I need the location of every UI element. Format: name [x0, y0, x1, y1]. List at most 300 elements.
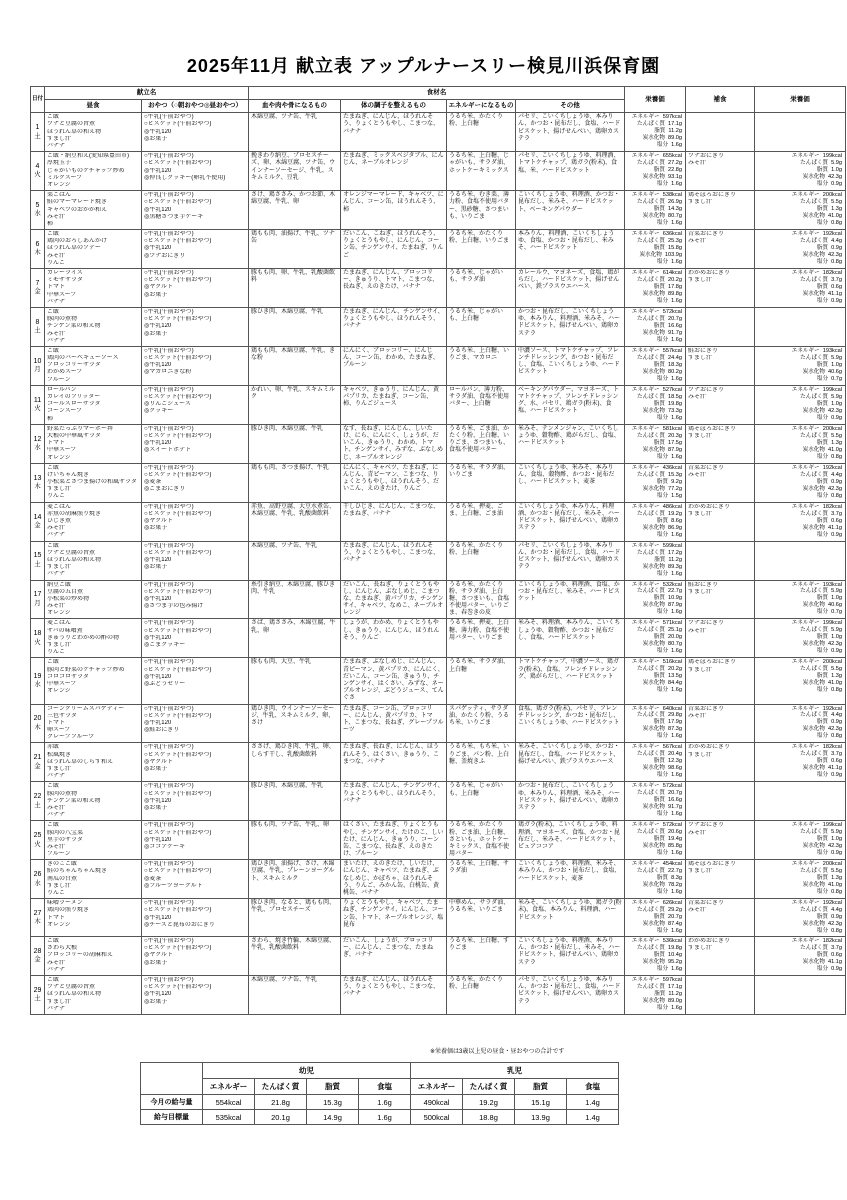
- nutrition-line: [757, 666, 842, 673]
- supplement-cell: [686, 937, 755, 976]
- nutrition-value: 0.8g: [831, 453, 842, 460]
- lunch-item: プルーン: [47, 376, 71, 383]
- nutrition-line: [757, 231, 842, 238]
- table-row: [31, 424, 846, 463]
- other-foods-cell: 中濃ソース、トマトケチャップ、フレンチドレッシング、かつお・昆布だし、食塩、こいくちしょうゆ、ハードビスケット: [516, 346, 625, 385]
- day-cell: [31, 269, 45, 308]
- nutrition-value: 41.1g: [828, 765, 842, 772]
- nutrition-line: [627, 259, 682, 266]
- supplement-cell: [686, 821, 755, 860]
- nutrition-value: 0.7g: [831, 375, 842, 382]
- nutrition-value: 1.6g: [671, 648, 682, 655]
- nutrition-label: 脂質: [653, 167, 665, 174]
- nutrition-value: 1.6g: [671, 850, 682, 857]
- header-lunch: 昼食: [45, 100, 142, 113]
- nutrition-label: 炭水化物: [639, 252, 662, 259]
- summary-columns-row: [141, 1079, 619, 1095]
- energy-foods-cell: うるち米、かたくり粉、上白糖: [447, 113, 516, 152]
- lunch-cell: [45, 580, 142, 619]
- summary-column-header: 脂質: [515, 1079, 567, 1095]
- nutrition-value: 93.1g: [668, 174, 682, 181]
- nutrition-line: [757, 213, 842, 220]
- lunch-item: りんご: [47, 259, 66, 266]
- vegetable-foods-cell: 干しひじき、にんじん、こまつな、たまねぎ、バナナ: [341, 502, 447, 541]
- snack-item: ○牛乳(午前おやつ): [144, 861, 194, 868]
- snack-item: ○牛乳(午前おやつ): [144, 153, 194, 160]
- lunch-item: プルーン: [47, 851, 71, 858]
- nutrition-line: [757, 291, 842, 298]
- nutrition-value: 4.4g: [831, 471, 842, 478]
- lunch-item: 卵スープ: [47, 727, 71, 734]
- lunch-cell: [45, 782, 142, 821]
- snack-item: ◎さつま芋の包み揚げ: [144, 603, 204, 610]
- lunch-item: 厚焼玉子: [47, 160, 72, 167]
- snack-cell: [142, 463, 249, 502]
- nutrition-label: エネルギー: [631, 192, 660, 199]
- supplement-item: すまし汁: [688, 199, 713, 206]
- lunch-item: ご飯: [47, 977, 60, 984]
- day-cell: [31, 113, 45, 152]
- lunch-item: バナナ: [47, 571, 66, 578]
- summary-value: 1.4g: [567, 1110, 619, 1125]
- nutrition-value: 0.6g: [831, 283, 842, 290]
- supplement-nutrition-cell: [755, 937, 846, 976]
- snack-item: ○ビスケット(午前おやつ): [144, 471, 212, 478]
- nutrition-line: [757, 921, 842, 928]
- snack-item: ○ビスケット(午前おやつ): [144, 666, 212, 673]
- nutrition-line: [627, 330, 682, 337]
- nutrition-label: たんぱく質: [800, 868, 829, 875]
- nutrition-line: [757, 882, 842, 889]
- nutrition-label: 脂質: [653, 836, 665, 843]
- nutrition-label: 塩分: [816, 648, 829, 655]
- table-row: [31, 937, 846, 976]
- nutrition-label: たんぱく質: [637, 907, 665, 914]
- nutrition-value: 486kcal: [662, 503, 682, 510]
- nutrition-value: 0.8g: [831, 220, 842, 227]
- nutrition-value: 571kcal: [662, 620, 682, 627]
- supplement-item: すまし汁: [688, 588, 713, 595]
- lunch-item: ご飯: [47, 659, 60, 666]
- lunch-item: ご飯: [47, 347, 60, 354]
- nutrition-value: 1.0g: [831, 595, 842, 602]
- nutrition-label: エネルギー: [631, 114, 660, 121]
- lunch-item: バナナ: [47, 337, 66, 344]
- nutrition-label: 塩分: [656, 259, 669, 265]
- nutrition-label: 塩分: [816, 297, 829, 304]
- supplement-item: みそ汁: [688, 627, 707, 634]
- vegetable-foods-cell: なす、長ねぎ、にんじん、しいたけ、にら、にんにく、しょうが、だいこん、きゅうり、わかめ、トマト、チンゲンサイ、みずな、ぶなしめじ、ネーブルオレンジ: [341, 424, 447, 463]
- summary-value: 14.9g: [307, 1110, 359, 1125]
- protein-foods-cell: 糸引き納豆、木綿豆腐、豚ひき肉、牛乳: [249, 580, 341, 619]
- supplement-cell: [686, 580, 755, 619]
- nutrition-label: たんぱく質: [800, 712, 829, 719]
- day-number: 14: [33, 513, 42, 521]
- lunch-item: ほうれん草のしらす和え: [47, 758, 114, 765]
- other-foods-cell: 本みりん、料理酒、こいくちしょうゆ、食塩、かつお・昆布だし、米みそ、ハードビスケット: [516, 230, 625, 269]
- nutrition-cell: [625, 976, 686, 1015]
- day-weekday: 土: [34, 995, 41, 1003]
- nutrition-label: 脂質: [816, 517, 829, 524]
- nutrition-label: 脂質: [816, 634, 829, 641]
- nutrition-label: 炭水化物: [642, 680, 665, 687]
- lunch-item: トマト: [47, 284, 66, 291]
- table-row: [31, 860, 846, 899]
- menu-table: [30, 86, 846, 1015]
- nutrition-label: 炭水化物: [802, 290, 825, 297]
- supplement-item: 青菜おにぎり: [688, 705, 725, 712]
- lunch-item: ご飯: [47, 542, 60, 549]
- lunch-item: きのこご飯: [47, 861, 78, 868]
- snack-cell: [142, 541, 249, 580]
- other-foods-cell: こいくちしょうゆ、料理酒、食塩、かつお・昆布だし、米みそ、ハードビスケット: [516, 580, 625, 619]
- nutrition-value: 40.6g: [828, 602, 842, 609]
- lunch-item: サバの味噌煮: [47, 627, 83, 634]
- lunch-item: りんご: [47, 890, 66, 896]
- nutrition-line: [627, 479, 682, 486]
- day-cell: [31, 191, 45, 230]
- nutrition-line: [627, 220, 682, 227]
- nutrition-value: 20.7g: [668, 790, 682, 797]
- lunch-item: すまし汁: [47, 486, 72, 493]
- lunch-item: バナナ: [47, 812, 66, 819]
- nutrition-label: エネルギー: [791, 900, 820, 907]
- other-foods-cell: こいくちしょうゆ、料理酒、米みそ、本みりん、かつお・昆布だし、食塩、ハードビスケット、麦茶: [516, 860, 625, 899]
- lunch-item: バナナ: [47, 298, 66, 305]
- nutrition-line: [627, 966, 682, 973]
- summary-value: 500kcal: [411, 1110, 463, 1125]
- other-foods-cell: かつお・昆布だし、こいくちしょうゆ、本みりん、料理酒、米みそ、ハードビスケット、揚げせんべい、鶏卵カステラ: [516, 782, 625, 821]
- snack-item: ○ビスケット(午前おやつ): [144, 588, 212, 595]
- lunch-item: バナナ: [47, 1005, 66, 1012]
- nutrition-value: 1.6g: [671, 259, 682, 265]
- snack-item: ○牛乳(午前おやつ): [144, 425, 194, 432]
- nutrition-line: [757, 733, 842, 740]
- nutrition-value: 0.9g: [831, 914, 842, 921]
- energy-foods-cell: スパゲッティ、サラダ油、かたくり粉、うるち米、いりごま: [447, 704, 516, 743]
- supplement-cell: [686, 269, 755, 308]
- snack-item: ◎牛乳120: [144, 128, 172, 135]
- lunch-item: オレンジ: [47, 688, 71, 695]
- nutrition-line: [627, 984, 682, 991]
- supplement-nutrition-cell: [755, 463, 846, 502]
- nutrition-line: [757, 648, 842, 655]
- snack-item: ○ビスケット(午前おやつ): [144, 751, 212, 758]
- nutrition-line: [757, 758, 842, 765]
- nutrition-label: エネルギー: [791, 861, 820, 868]
- table-row: [31, 743, 846, 782]
- table-row: [31, 230, 846, 269]
- nutrition-label: 脂質: [653, 673, 665, 680]
- nutrition-line: [757, 836, 842, 843]
- vegetable-foods-cell: にんにく、キャベツ、たまねぎ、にんじん、青ピーマン、こまつな、りょくとうもやし、ほうれんそう、だいこん、えのきたけ、りんご: [341, 463, 447, 502]
- summary-value: 15.3g: [307, 1095, 359, 1110]
- nutrition-label: エネルギー: [631, 783, 660, 790]
- nutrition-line: [757, 772, 842, 779]
- nutrition-value: 1.6g: [671, 181, 682, 188]
- nutrition-line: [757, 588, 842, 595]
- snack-item: ◎お菓子: [144, 564, 168, 571]
- snack-item: ◎牛乳120: [144, 167, 172, 174]
- nutrition-label: 塩分: [656, 687, 669, 694]
- nutrition-value: 0.6g: [831, 758, 842, 765]
- summary-column-header: たんぱく質: [255, 1079, 307, 1095]
- day-number: 20: [33, 715, 42, 723]
- nutrition-label: たんぱく質: [800, 199, 829, 206]
- nutrition-line: [627, 882, 682, 889]
- nutrition-line: [757, 875, 842, 882]
- nutrition-label: 脂質: [816, 875, 829, 882]
- nutrition-label: たんぱく質: [637, 199, 665, 206]
- nutrition-line: [757, 252, 842, 259]
- nutrition-line: [627, 316, 682, 323]
- nutrition-label: 塩分: [816, 181, 829, 188]
- nutrition-value: 599kcal: [662, 542, 682, 549]
- snack-item: ○牛乳(午前おやつ): [144, 231, 194, 238]
- day-weekday: 水: [34, 879, 41, 887]
- nutrition-line: [627, 415, 682, 422]
- nutrition-label: 炭水化物: [642, 804, 665, 811]
- nutrition-value: 11.2g: [668, 991, 682, 998]
- lunch-item: みそ汁: [47, 959, 66, 966]
- header-menu-group: 献立名: [45, 87, 249, 100]
- energy-foods-cell: うるち米、じゃがいも、上白糖: [447, 307, 516, 346]
- day-weekday: 金: [34, 288, 41, 296]
- nutrition-label: 炭水化物: [642, 446, 665, 453]
- day-weekday: 土: [34, 327, 41, 335]
- nutrition-line: [627, 401, 682, 408]
- supplement-nutrition-cell: [755, 976, 846, 1015]
- nutrition-value: 200kcal: [822, 425, 842, 432]
- protein-foods-cell: 豚ひき肉、なると、鶏もも肉、牛乳、プロセスチーズ: [249, 899, 341, 937]
- summary-group-nyuji: 乳児: [411, 1063, 619, 1079]
- protein-foods-cell: さば、鶏ささみ、木綿豆腐、牛乳、卵: [249, 619, 341, 658]
- lunch-item: グレープフルーツ: [47, 734, 95, 741]
- nutrition-cell: [625, 782, 686, 821]
- nutrition-label: 脂質: [653, 595, 665, 602]
- lunch-item: バナナ: [47, 532, 66, 539]
- lunch-cell: [45, 113, 142, 152]
- protein-foods-cell: さけ、鶏ささみ、かつお節、木綿豆腐、牛乳、卵: [249, 191, 341, 230]
- nutrition-value: 16.6g: [668, 322, 682, 329]
- nutrition-value: 1.6g: [671, 142, 682, 149]
- nutrition-value: 3.7g: [831, 510, 842, 517]
- summary-value: 18.8g: [463, 1110, 515, 1125]
- nutrition-value: 200kcal: [822, 861, 842, 868]
- nutrition-value: 0.9g: [831, 648, 842, 655]
- nutrition-label: エネルギー: [791, 464, 820, 471]
- summary-value: 19.2g: [463, 1095, 515, 1110]
- lunch-item: 栗ごはん: [47, 192, 72, 199]
- nutrition-label: 塩分: [656, 772, 669, 779]
- nutrition-label: 炭水化物: [642, 485, 665, 492]
- nutrition-label: 塩分: [816, 609, 829, 616]
- nutrition-line: [757, 465, 842, 472]
- nutrition-value: 42.3g: [828, 485, 842, 492]
- nutrition-value: 1.6g: [671, 733, 682, 740]
- snack-item: ◎ごまクッキー: [144, 642, 186, 648]
- nutrition-label: エネルギー: [791, 153, 820, 160]
- snack-item: ◎ヤクルト: [144, 952, 174, 959]
- day-number: 10: [33, 357, 42, 365]
- nutrition-label: 炭水化物: [642, 641, 665, 648]
- table-row: [31, 782, 846, 821]
- nutrition-label: 塩分: [656, 453, 669, 460]
- supplement-item: みそ汁: [688, 160, 707, 167]
- nutrition-value: 19.2g: [668, 510, 682, 517]
- nutrition-value: 41.0g: [828, 882, 842, 889]
- lunch-item: トマト: [47, 719, 66, 726]
- nutrition-value: 527kcal: [662, 386, 682, 393]
- nutrition-label: 塩分: [816, 928, 829, 935]
- day-number: 4: [35, 163, 40, 171]
- nutrition-label: 脂質: [816, 245, 829, 252]
- nutrition-value: 1.6g: [671, 453, 682, 460]
- nutrition-line: [627, 493, 682, 500]
- snack-item: ○牛乳(午前おやつ): [144, 783, 194, 790]
- nutrition-value: 0.7g: [831, 609, 842, 616]
- nutrition-value: 80.7g: [668, 213, 682, 220]
- snack-item: ◎チーズと昆布のおにぎり: [144, 921, 215, 928]
- day-weekday: 土: [34, 560, 41, 568]
- nutrition-label: 脂質: [653, 361, 665, 368]
- nutrition-label: エネルギー: [631, 503, 660, 510]
- nutrition-label: 塩分: [656, 414, 669, 421]
- lunch-item: カレイのフリッター: [47, 394, 101, 400]
- day-cell: [31, 937, 45, 976]
- day-number: 8: [35, 318, 40, 326]
- nutrition-value: 41.1g: [828, 290, 842, 297]
- nutrition-line: [627, 991, 682, 998]
- nutrition-value: 8.3g: [671, 875, 682, 882]
- nutrition-line: [627, 998, 682, 1005]
- lunch-cell: [45, 307, 142, 346]
- snack-item: ○ビスケット(午前おやつ): [144, 868, 212, 875]
- nutrition-label: 脂質: [816, 673, 829, 680]
- nutrition-line: [627, 309, 682, 316]
- header-energy: エネルギーになるもの: [447, 100, 516, 113]
- header-nutrition: 栄養価: [625, 87, 686, 113]
- day-number: 17: [33, 591, 42, 599]
- header-snack: おやつ（○朝おやつ◎昼おやつ）: [142, 100, 249, 113]
- day-weekday: 月: [34, 599, 41, 607]
- supplement-item: ツナおにぎり: [688, 822, 725, 829]
- lunch-item: 麦ごはん: [47, 503, 72, 510]
- supplement-item: みそ汁: [688, 907, 707, 914]
- menu-table-body: [31, 113, 846, 1015]
- nutrition-line: [627, 504, 682, 511]
- protein-foods-cell: 豚もも肉、ツナ缶、牛乳、卵: [249, 821, 341, 860]
- summary-table-body: [141, 1095, 619, 1125]
- nutrition-value: 20.4g: [668, 751, 682, 758]
- nutrition-label: 脂質: [656, 478, 669, 485]
- other-foods-cell: ベーキングパウダー、マヨネーズ、トマトケチャップ、フレンチドレッシング、水、パセリ、鶏ガラ(粉末)、食塩、ハードビスケット: [516, 385, 625, 424]
- nutrition-value: 20.7g: [668, 315, 682, 322]
- nutrition-value: 516kcal: [662, 659, 682, 666]
- supplement-nutrition-cell: [755, 658, 846, 704]
- nutrition-value: 1.6g: [671, 772, 682, 779]
- energy-foods-cell: うるち米、上白糖、じゃがいも、サラダ油、ホットケーキミックス: [447, 152, 516, 191]
- lunch-item: ほうれん草の和え物: [47, 128, 102, 135]
- supplement-item: すまし汁: [688, 277, 713, 284]
- nutrition-label: エネルギー: [631, 581, 660, 588]
- nutrition-label: 炭水化物: [802, 524, 825, 531]
- nutrition-value: 0.8g: [831, 492, 842, 499]
- nutrition-line: [627, 811, 682, 818]
- day-cell: [31, 580, 45, 619]
- nutrition-value: 199kcal: [822, 822, 842, 829]
- snack-item: ○牛乳(午前おやつ): [144, 900, 194, 907]
- nutrition-value: 193kcal: [822, 581, 842, 588]
- snack-item: ○牛乳(午前おやつ): [144, 938, 194, 945]
- lunch-item: さわら大根: [47, 945, 78, 952]
- lunch-item: トマト: [47, 914, 66, 921]
- supplement-item: 鶏そぼろおにぎり: [688, 192, 737, 199]
- snack-cell: [142, 152, 249, 191]
- nutrition-label: 脂質: [816, 400, 829, 407]
- nutrition-label: 炭水化物: [642, 921, 665, 928]
- lunch-item: みそ汁: [47, 330, 66, 337]
- nutrition-label: エネルギー: [791, 503, 820, 510]
- nutrition-value: 87.9g: [668, 602, 682, 609]
- nutrition-line: [627, 850, 682, 857]
- snack-item: ◎ごまおにぎり: [144, 486, 186, 493]
- summary-value: 1.6g: [359, 1095, 411, 1110]
- supplement-nutrition-cell: [755, 307, 846, 346]
- vegetable-foods-cell: たまねぎ、にんじん、チンゲンサイ、りょくとうもやし、ほうれんそう、バナナ: [341, 782, 447, 821]
- nutrition-value: 42.3g: [828, 174, 842, 181]
- nutrition-line: [757, 284, 842, 291]
- nutrition-label: 炭水化物: [642, 213, 665, 220]
- lunch-item: 麦ごはん: [47, 620, 72, 627]
- nutrition-label: エネルギー: [631, 900, 660, 907]
- nutrition-value: 78.2g: [668, 882, 682, 889]
- nutrition-line: [757, 348, 842, 355]
- day-weekday: 金: [34, 521, 41, 529]
- nutrition-value: 626kcal: [662, 900, 682, 907]
- nutrition-label: 脂質: [816, 206, 829, 213]
- lunch-item: すまし汁: [47, 882, 72, 889]
- vegetable-foods-cell: たまねぎ、ぶなしめじ、にんじん、青ピーマン、黄パプリカ、にんにく、だいこん、コーン缶、きゅうり、チンゲンサイ、はくさい、みずな、ネーブルオレンジ、ぶどうジュース、てんぐさ: [341, 658, 447, 704]
- protein-foods-cell: 豚ひき肉、木綿豆腐、牛乳: [249, 424, 341, 463]
- nutrition-line: [757, 602, 842, 609]
- lunch-item: 南瓜の甘煮: [47, 875, 78, 882]
- nutrition-value: 567kcal: [662, 744, 682, 751]
- energy-foods-cell: うるち米、もち米、いりごま、パン粉、上白糖、釜焼きふ: [447, 743, 516, 782]
- protein-foods-cell: 木綿豆腐、ツナ缶、牛乳: [249, 976, 341, 1015]
- snack-cell: [142, 619, 249, 658]
- nutrition-line: [757, 843, 842, 850]
- lunch-item: 赤魚の胡麻照り焼き: [47, 510, 102, 517]
- snack-item: ◎麦茶: [144, 479, 162, 486]
- lunch-item: 中華スープ: [47, 680, 77, 687]
- nutrition-cell: [625, 899, 686, 937]
- nutrition-line: [627, 252, 682, 259]
- supplement-item: 青菜おにぎり: [688, 231, 725, 238]
- nutrition-value: 614kcal: [662, 270, 682, 276]
- lunch-item: ご飯: [47, 114, 60, 121]
- day-weekday: 水: [34, 210, 41, 218]
- nutrition-value: 25.3g: [668, 238, 682, 245]
- lunch-item: 小松菜の炒め物: [47, 595, 90, 602]
- nutrition-cell: [625, 463, 686, 502]
- nutrition-value: 0.9g: [831, 245, 842, 252]
- supplement-cell: [686, 113, 755, 152]
- nutrition-line: [757, 206, 842, 213]
- nutrition-value: 42.3g: [828, 921, 842, 928]
- nutrition-value: 91.7g: [668, 329, 682, 336]
- protein-foods-cell: 木綿豆腐、ツナ缶、牛乳: [249, 541, 341, 580]
